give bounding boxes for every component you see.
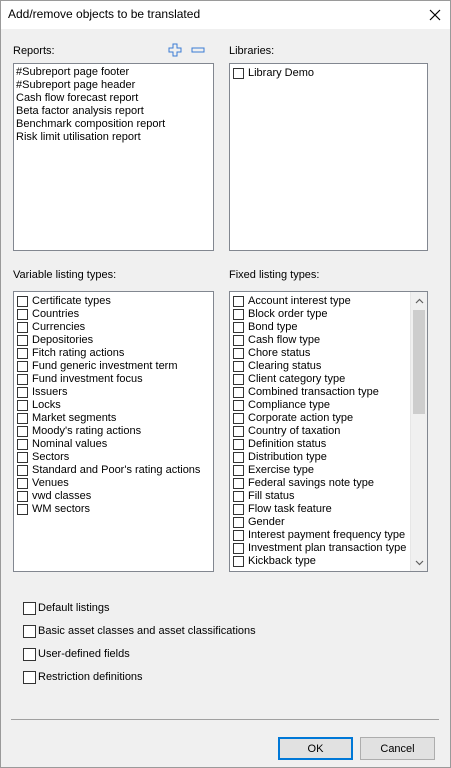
variable-listing-item[interactable] <box>14 347 213 360</box>
chevron-up-icon <box>415 298 424 304</box>
item-label: Market segments <box>32 412 117 424</box>
fixed-listing-item[interactable] <box>230 360 410 373</box>
variable-listing-item[interactable] <box>14 425 213 438</box>
item-checkbox[interactable] <box>233 426 244 437</box>
fixed-listing-item[interactable] <box>230 295 410 308</box>
item-checkbox[interactable] <box>17 504 28 515</box>
item-label: Block order type <box>248 308 328 320</box>
item-label: vwd classes <box>32 490 92 502</box>
variable-listing-item[interactable] <box>14 464 213 477</box>
item-label: Fund investment focus <box>32 373 143 385</box>
fixed-listing-item[interactable] <box>230 451 410 464</box>
item-checkbox[interactable] <box>233 387 244 398</box>
fixed-listing-item[interactable] <box>230 542 410 555</box>
fixed-listing-item[interactable] <box>230 425 410 438</box>
reports-label: Reports: <box>13 45 55 57</box>
restriction-definitions-checkbox[interactable] <box>23 671 36 684</box>
scroll-down-button[interactable] <box>411 554 427 571</box>
item-label: Fill status <box>248 490 295 502</box>
cancel-button[interactable]: Cancel <box>360 737 435 760</box>
fixed-listing-item[interactable] <box>230 308 410 321</box>
basic-asset-classes-label: Basic asset classes and asset classifications <box>38 625 256 637</box>
item-checkbox[interactable] <box>233 530 244 541</box>
basic-asset-classes-checkbox[interactable] <box>23 625 36 638</box>
window-title: Add/remove objects to be translated <box>8 7 201 21</box>
fixed-listing-item[interactable] <box>230 516 410 529</box>
fixed-listing-item[interactable] <box>230 529 410 542</box>
option-basic-asset-classes[interactable] <box>23 623 256 639</box>
item-checkbox[interactable] <box>233 322 244 333</box>
item-checkbox[interactable] <box>233 439 244 450</box>
item-label: Locks <box>32 399 61 411</box>
scroll-thumb[interactable] <box>413 310 425 414</box>
item-checkbox[interactable] <box>233 361 244 372</box>
fixed-listing-item[interactable] <box>230 321 410 334</box>
variable-listing-item[interactable] <box>14 503 213 516</box>
report-list-item[interactable]: Risk limit utilisation report <box>16 131 141 143</box>
report-list-item[interactable]: #Subreport page footer <box>16 66 130 78</box>
item-checkbox[interactable] <box>233 374 244 385</box>
report-list-item[interactable]: Cash flow forecast report <box>16 92 139 104</box>
variable-listing-item[interactable] <box>14 334 213 347</box>
fixed-listing-list[interactable] <box>229 291 428 572</box>
variable-listing-item[interactable] <box>14 360 213 373</box>
variable-listing-item[interactable] <box>14 451 213 464</box>
variable-listing-item[interactable] <box>14 373 213 386</box>
item-checkbox[interactable] <box>17 465 28 476</box>
item-label: Distribution type <box>248 451 327 463</box>
item-label: Fund generic investment term <box>32 360 178 372</box>
fixed-listing-item[interactable] <box>230 399 410 412</box>
item-label: Account interest type <box>248 295 351 307</box>
item-label: Depositories <box>32 334 94 346</box>
reports-list[interactable] <box>13 63 214 251</box>
separator <box>11 719 439 720</box>
item-label: Kickback type <box>248 555 316 567</box>
item-label: Federal savings note type <box>248 477 374 489</box>
item-label: Standard and Poor's rating actions <box>32 464 201 476</box>
item-checkbox[interactable] <box>17 348 28 359</box>
libraries-list[interactable] <box>229 63 428 251</box>
item-label: Corporate action type <box>248 412 354 424</box>
item-checkbox[interactable] <box>233 465 244 476</box>
fixed-listing-item[interactable] <box>230 490 410 503</box>
fixed-listing-item[interactable] <box>230 477 410 490</box>
variable-listing-item[interactable] <box>14 399 213 412</box>
item-checkbox[interactable] <box>17 452 28 463</box>
variable-listing-item[interactable] <box>14 490 213 503</box>
variable-listing-item[interactable] <box>14 412 213 425</box>
item-label: Moody's rating actions <box>32 425 142 437</box>
report-list-item[interactable]: Beta factor analysis report <box>16 105 144 117</box>
item-label: Definition status <box>248 438 327 450</box>
fixed-listing-label: Fixed listing types: <box>229 269 320 281</box>
item-checkbox[interactable] <box>233 543 244 554</box>
item-label: Combined transaction type <box>248 386 379 398</box>
item-checkbox[interactable] <box>17 374 28 385</box>
option-restriction-definitions[interactable] <box>23 669 143 685</box>
item-label: Chore status <box>248 347 311 359</box>
variable-listing-item[interactable] <box>14 386 213 399</box>
item-label: Interest payment frequency type <box>248 529 406 541</box>
item-checkbox[interactable] <box>233 556 244 567</box>
item-checkbox[interactable] <box>233 68 244 79</box>
option-user-defined-fields[interactable] <box>23 646 130 662</box>
add-report-button[interactable] <box>167 43 183 57</box>
item-checkbox[interactable] <box>233 400 244 411</box>
user-defined-fields-label: User-defined fields <box>38 648 130 660</box>
fixed-listing-item[interactable] <box>230 555 410 568</box>
item-label: Cash flow type <box>248 334 321 346</box>
item-label: Certificate types <box>32 295 111 307</box>
fixed-listing-scrollbar[interactable] <box>410 292 427 571</box>
variable-listing-item[interactable] <box>14 438 213 451</box>
item-checkbox[interactable] <box>17 309 28 320</box>
item-checkbox[interactable] <box>233 452 244 463</box>
item-label: Venues <box>32 477 69 489</box>
title-bar <box>1 1 450 29</box>
item-label: Sectors <box>32 451 70 463</box>
fixed-listing-item[interactable] <box>230 412 410 425</box>
item-label: Client category type <box>248 373 346 385</box>
variable-listing-item[interactable] <box>14 295 213 308</box>
chevron-down-icon <box>415 560 424 566</box>
item-checkbox[interactable] <box>17 400 28 411</box>
item-checkbox[interactable] <box>233 296 244 307</box>
item-checkbox[interactable] <box>17 413 28 424</box>
item-label: Flow task feature <box>248 503 332 515</box>
item-checkbox[interactable] <box>233 335 244 346</box>
variable-listing-item[interactable] <box>14 321 213 334</box>
item-label: Fitch rating actions <box>32 347 125 359</box>
item-label: Library Demo <box>248 67 315 79</box>
item-label: Gender <box>248 516 285 528</box>
close-button[interactable] <box>420 1 450 29</box>
item-checkbox[interactable] <box>233 348 244 359</box>
default-listings-checkbox[interactable] <box>23 602 36 615</box>
item-checkbox[interactable] <box>233 517 244 528</box>
item-checkbox[interactable] <box>17 296 28 307</box>
variable-listing-label: Variable listing types: <box>13 269 117 281</box>
item-checkbox[interactable] <box>17 491 28 502</box>
report-list-item[interactable]: Benchmark composition report <box>16 118 166 130</box>
item-checkbox[interactable] <box>233 309 244 320</box>
close-icon <box>429 9 441 21</box>
variable-listing-item[interactable] <box>14 477 213 490</box>
fixed-listing-item[interactable] <box>230 373 410 386</box>
item-checkbox[interactable] <box>233 504 244 515</box>
item-checkbox[interactable] <box>17 335 28 346</box>
variable-listing-list[interactable] <box>13 291 214 572</box>
plus-icon <box>168 43 182 57</box>
item-checkbox[interactable] <box>17 478 28 489</box>
item-label: Countries <box>32 308 80 320</box>
fixed-listing-item[interactable] <box>230 503 410 516</box>
item-label: Bond type <box>248 321 298 333</box>
item-checkbox[interactable] <box>17 387 28 398</box>
remove-report-button[interactable] <box>190 43 206 57</box>
variable-listing-item[interactable] <box>14 308 213 321</box>
scroll-up-button[interactable] <box>411 292 427 309</box>
item-checkbox[interactable] <box>17 439 28 450</box>
default-listings-label: Default listings <box>38 602 110 614</box>
ok-button[interactable]: OK <box>278 737 353 760</box>
item-label: Exercise type <box>248 464 315 476</box>
item-checkbox[interactable] <box>233 491 244 502</box>
library-list-item[interactable] <box>230 67 427 80</box>
item-label: Investment plan transaction type <box>248 542 407 554</box>
item-checkbox[interactable] <box>17 322 28 333</box>
option-default-listings[interactable] <box>23 600 110 616</box>
minus-icon <box>191 43 205 57</box>
item-label: Country of taxation <box>248 425 341 437</box>
item-label: Currencies <box>32 321 86 333</box>
item-checkbox[interactable] <box>233 413 244 424</box>
item-checkbox[interactable] <box>17 361 28 372</box>
libraries-label: Libraries: <box>229 45 275 57</box>
user-defined-fields-checkbox[interactable] <box>23 648 36 661</box>
item-checkbox[interactable] <box>17 426 28 437</box>
item-checkbox[interactable] <box>233 478 244 489</box>
item-label: Compliance type <box>248 399 330 411</box>
item-label: Nominal values <box>32 438 108 450</box>
fixed-listing-item[interactable] <box>230 438 410 451</box>
item-label: WM sectors <box>32 503 91 515</box>
item-label: Clearing status <box>248 360 322 372</box>
report-list-item[interactable]: #Subreport page header <box>16 79 136 91</box>
restriction-definitions-label: Restriction definitions <box>38 671 143 683</box>
fixed-listing-item[interactable] <box>230 386 410 399</box>
fixed-listing-item[interactable] <box>230 464 410 477</box>
item-label: Issuers <box>32 386 68 398</box>
fixed-listing-item[interactable] <box>230 347 410 360</box>
fixed-listing-item[interactable] <box>230 334 410 347</box>
